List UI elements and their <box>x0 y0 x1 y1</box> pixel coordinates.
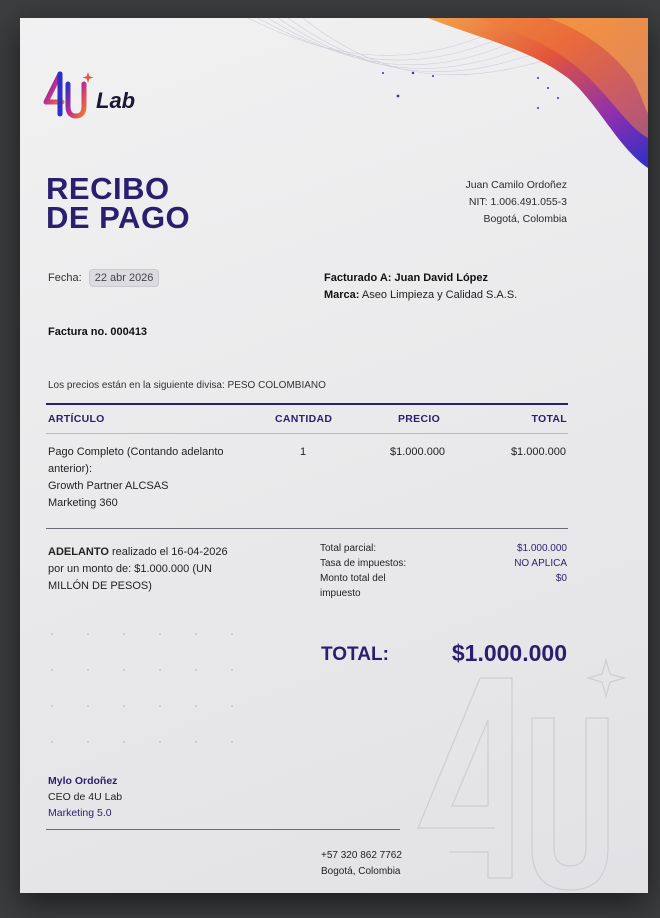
decorative-dot-grid <box>48 630 238 750</box>
signer-tagline: Marketing 5.0 <box>48 807 112 819</box>
totals-labels <box>320 541 440 601</box>
issuer-name: Juan Camilo Ordoñez <box>465 179 567 191</box>
table-row-qty: 1 <box>300 446 307 458</box>
signature-rule <box>46 829 400 830</box>
item-line: Pago Completo (Contando adelanto <box>48 446 224 458</box>
item-line: Growth Partner ALCSAS <box>48 480 169 492</box>
item-line: anterior): <box>48 463 93 475</box>
brand-logo-mark <box>42 70 98 126</box>
title-line-1: RECIBO <box>46 171 170 206</box>
billed-to-label: Facturado A: <box>324 272 392 284</box>
signer-block <box>48 773 122 821</box>
tax-total-label-1: Monto total del <box>320 573 386 584</box>
title-line-2: DE PAGO <box>46 200 191 235</box>
brand-label: Marca: <box>324 289 360 301</box>
contact-city: Bogotá, Colombia <box>321 866 401 877</box>
billed-to-block <box>324 270 517 304</box>
receipt-page <box>20 18 648 893</box>
header-articulo: ARTÍCULO <box>48 413 105 425</box>
subtotal-label: Total parcial: <box>320 543 377 554</box>
advance-text: realizado el 16-04-2026 <box>108 546 228 558</box>
contact-phone: +57 320 862 7762 <box>321 850 402 861</box>
advance-line-3: MILLÓN DE PESOS) <box>48 580 152 592</box>
tax-total-label-2: impuesto <box>320 588 361 599</box>
subtotal-value: $1.000.000 <box>516 543 567 554</box>
tax-rate-label: Tasa de impuestos: <box>320 558 407 569</box>
invoice-number: Factura no. 000413 <box>48 326 148 338</box>
table-header-rule <box>46 433 568 434</box>
header-cantidad: CANTIDAD <box>275 413 333 425</box>
totals-values <box>514 541 567 586</box>
header-total: TOTAL <box>531 413 567 425</box>
grand-total-label: TOTAL: <box>321 644 389 665</box>
item-line: Marketing 360 <box>48 497 118 509</box>
brand-name: Lab <box>96 88 136 113</box>
watermark-4u-logo <box>410 658 630 893</box>
advance-line-2: por un monto de: $1.000.000 (UN <box>48 563 212 575</box>
header-precio: PRECIO <box>398 413 441 425</box>
decorative-wave <box>248 18 648 178</box>
signer-name: Mylo Ordoñez <box>48 775 118 787</box>
grand-total-value: $1.000.000 <box>451 640 567 666</box>
table-row-item <box>48 444 224 512</box>
brand-value: Aseo Limpieza y Calidad S.A.S. <box>361 289 518 301</box>
table-top-rule <box>46 403 568 405</box>
table-row-price: $1.000.000 <box>390 446 446 458</box>
tax-total-value: $0 <box>555 573 567 584</box>
contact-block <box>321 848 402 880</box>
issuer-block <box>465 177 567 228</box>
issuer-city: Bogotá, Colombia <box>483 213 567 225</box>
advance-bold: ADELANTO <box>48 546 109 558</box>
signer-role: CEO de 4U Lab <box>48 791 123 803</box>
billed-to-name: Juan David López <box>394 272 489 284</box>
date-row <box>48 269 159 287</box>
issuer-nit: NIT: 1.006.491.055-3 <box>468 196 567 208</box>
page-title <box>46 171 191 235</box>
tax-rate-value: NO APLICA <box>514 558 567 569</box>
currency-note: Los precios están en la siguiente divisa: PESO COLOMBIANO <box>48 380 326 391</box>
table-bottom-rule <box>46 528 568 529</box>
date-value: 22 abr 2026 <box>89 269 160 287</box>
date-label: Fecha: <box>48 272 82 284</box>
table-row-total: $1.000.000 <box>510 446 566 458</box>
advance-note <box>48 544 253 595</box>
